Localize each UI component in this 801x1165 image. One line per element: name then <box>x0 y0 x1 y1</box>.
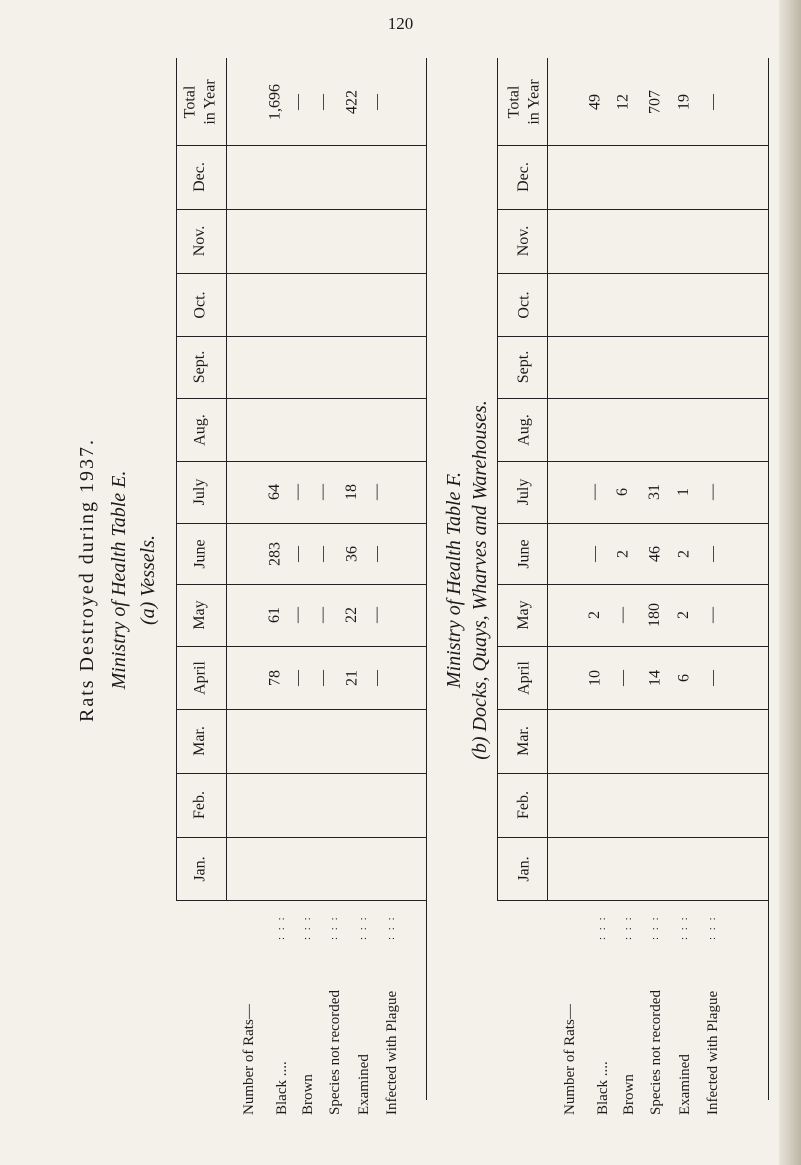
vessels-cell <box>287 712 309 770</box>
docks-header-mar: Mar. <box>515 726 532 756</box>
docks-cell: 180 <box>646 603 663 627</box>
vessels-cell: — <box>314 607 331 623</box>
docks-column-separator <box>497 523 768 524</box>
vessels-column-separator <box>176 398 426 399</box>
vessels-cell <box>264 840 286 897</box>
vessels-header-aug: Aug. <box>191 413 208 446</box>
vessels-header-sept: Sept. <box>191 350 208 384</box>
vessels-column-separator <box>176 523 426 524</box>
vessels-cell <box>341 776 363 834</box>
docks-cell: 49 <box>586 93 603 110</box>
vessels-cell <box>341 212 363 270</box>
docks-cell: — <box>614 607 631 623</box>
docks-column-separator <box>497 209 768 210</box>
vessels-cell: — <box>289 484 306 500</box>
vessels-cell <box>312 276 334 333</box>
vessels-row-label: Black .... <box>274 1061 290 1115</box>
docks-cell <box>584 840 606 897</box>
docks-cell <box>644 148 666 206</box>
vessels-cell <box>341 339 363 395</box>
vessels-cell <box>287 401 309 458</box>
vessels-cell <box>366 401 388 458</box>
vessels-cell: 1,696 <box>266 83 283 120</box>
vessels-cell: 21 <box>343 669 360 686</box>
page-number: 120 <box>387 14 414 33</box>
vessels-row-label: Species not recorded <box>327 990 343 1115</box>
docks-header-may: May <box>515 600 532 630</box>
docks-cell <box>702 212 724 270</box>
vessels-header-mar: Mar. <box>191 726 208 756</box>
section-b-title: (b) Docks, Quays, Wharves and Warehouses. <box>469 400 491 760</box>
vessels-cell: 78 <box>266 669 283 686</box>
docks-cell: 2 <box>586 611 603 619</box>
docks-header-dec: Dec. <box>515 162 532 192</box>
docks-cell <box>702 339 724 395</box>
docks-cell: 14 <box>646 669 663 686</box>
vessels-cell: 36 <box>343 545 360 562</box>
docks-cell: 6 <box>675 673 692 682</box>
docks-column-separator <box>497 336 768 337</box>
docks-column-separator <box>497 837 768 838</box>
vessels-cell <box>312 148 334 206</box>
vessels-dot-leader: : : : <box>328 915 340 940</box>
docks-cell <box>673 148 695 206</box>
vessels-cell <box>366 776 388 834</box>
docks-column-separator <box>497 461 768 462</box>
docks-cell <box>612 148 634 206</box>
docks-cell <box>584 148 606 206</box>
docks-right-border <box>768 58 769 1100</box>
docks-cell <box>673 776 695 834</box>
docks-dot-leader: : : : <box>622 915 634 940</box>
docks-cell <box>702 276 724 333</box>
docks-cell: 19 <box>675 93 692 110</box>
docks-cell <box>673 212 695 270</box>
docks-cell <box>644 276 666 333</box>
docks-header-nov: Nov. <box>515 225 532 257</box>
vessels-cell <box>264 148 286 206</box>
docks-dot-leader: : : : <box>649 915 661 940</box>
vessels-cell: — <box>289 669 306 686</box>
vessels-cell: 283 <box>266 541 283 566</box>
vessels-cell <box>366 339 388 395</box>
vessels-row-label: Number of Rats— <box>241 1004 257 1115</box>
vessels-dot-leader: : : : <box>357 915 369 940</box>
vessels-column-separator <box>176 646 426 647</box>
docks-cell <box>612 276 634 333</box>
vessels-header-june: June <box>191 538 208 569</box>
docks-cell: 1 <box>675 488 692 496</box>
docks-cell: 6 <box>614 488 631 496</box>
vessels-cell <box>341 840 363 897</box>
docks-header-total: Total <box>505 85 522 118</box>
vessels-cell: — <box>289 545 306 562</box>
docks-row-label: Infected with Plague <box>705 990 721 1115</box>
vessels-cell <box>264 776 286 834</box>
docks-cell: — <box>586 545 603 562</box>
vessels-header-nov: Nov. <box>191 225 208 257</box>
vessels-cell <box>287 339 309 395</box>
docks-header-jan: Jan. <box>515 855 532 882</box>
docks-cell <box>644 212 666 270</box>
docks-cell <box>584 401 606 458</box>
vessels-cell <box>312 776 334 834</box>
vessels-cell <box>366 276 388 333</box>
docks-cell <box>673 276 695 333</box>
docks-cell: — <box>704 545 721 562</box>
vessels-cell: 64 <box>266 484 283 500</box>
vessels-cell: — <box>368 607 385 623</box>
docks-cell <box>612 401 634 458</box>
docks-dot-leader: : : : <box>596 915 608 940</box>
vessels-cell <box>366 212 388 270</box>
vessels-cell <box>366 712 388 770</box>
vessels-column-separator <box>176 273 426 274</box>
vessels-cell <box>312 212 334 270</box>
vessels-cell: — <box>314 545 331 562</box>
docks-cell: 2 <box>675 611 692 619</box>
vessels-cell <box>366 840 388 897</box>
docks-cell <box>673 840 695 897</box>
docks-cell <box>584 776 606 834</box>
vessels-cell <box>287 776 309 834</box>
vessels-right-border <box>426 58 427 1100</box>
docks-column-separator <box>497 646 768 647</box>
vessels-header-total-year: in Year <box>201 78 218 125</box>
docks-cell: 2 <box>675 549 692 558</box>
vessels-cell <box>264 276 286 333</box>
docks-row-label: Examined <box>677 1054 693 1115</box>
vessels-column-separator <box>176 773 426 774</box>
vessels-row-label: Brown <box>300 1074 316 1115</box>
docks-header-sept: Sept. <box>515 350 532 384</box>
docks-cell: 2 <box>614 549 631 558</box>
docks-cell <box>644 712 666 770</box>
docks-cell: 31 <box>646 484 663 500</box>
vessels-cell <box>312 712 334 770</box>
docks-cell <box>702 148 724 206</box>
docks-column-separator <box>497 273 768 274</box>
vessels-column-separator <box>176 837 426 838</box>
vessels-cell <box>287 148 309 206</box>
vessels-cell <box>264 712 286 770</box>
table-f-title: Ministry of Health Table F. <box>443 471 465 689</box>
vessels-dot-leader: : : : <box>301 915 313 940</box>
docks-cell <box>584 276 606 333</box>
vessels-cell <box>341 148 363 206</box>
docks-row-label: Black .... <box>595 1061 611 1115</box>
docks-header-feb: Feb. <box>515 791 532 819</box>
vessels-column-separator <box>176 145 426 146</box>
vessels-column-separator <box>176 584 426 585</box>
vessels-header-oct: Oct. <box>191 290 208 319</box>
docks-cell <box>584 339 606 395</box>
vessels-cell <box>341 401 363 458</box>
docks-cell <box>702 401 724 458</box>
docks-header-total-year: in Year <box>525 78 542 125</box>
vessels-cell <box>312 401 334 458</box>
vessels-cell <box>287 212 309 270</box>
docks-cell <box>702 776 724 834</box>
docks-column-separator <box>497 584 768 585</box>
docks-cell <box>584 212 606 270</box>
docks-cell: 10 <box>586 669 603 686</box>
docks-header-oct: Oct. <box>515 290 532 319</box>
vessels-cell: — <box>314 669 331 686</box>
vessels-cell <box>366 148 388 206</box>
vessels-header-april: April <box>191 660 208 695</box>
vessels-cell <box>312 339 334 395</box>
vessels-cell <box>341 276 363 333</box>
vessels-cell: — <box>368 93 385 110</box>
docks-cell: 707 <box>646 89 663 114</box>
docks-row-label: Species not recorded <box>648 990 664 1115</box>
vessels-row-label: Examined <box>356 1054 372 1115</box>
docks-cell <box>612 212 634 270</box>
docks-cell <box>673 712 695 770</box>
docks-cell <box>612 339 634 395</box>
vessels-cell <box>264 212 286 270</box>
vessels-cell: — <box>314 93 331 110</box>
docks-cell <box>644 776 666 834</box>
vessels-column-separator <box>176 709 426 710</box>
vessels-header-feb: Feb. <box>191 791 208 819</box>
vessels-cell: 22 <box>343 607 360 623</box>
docks-cell <box>702 712 724 770</box>
docks-cell: — <box>704 484 721 500</box>
docks-row-label: Number of Rats— <box>562 1004 578 1115</box>
docks-column-separator <box>497 145 768 146</box>
title-main: Rats Destroyed during 1937. <box>76 438 98 722</box>
docks-cell: — <box>704 93 721 110</box>
vessels-column-separator <box>176 461 426 462</box>
vessels-cell: 422 <box>343 89 360 114</box>
docks-cell <box>644 840 666 897</box>
vessels-cell <box>312 840 334 897</box>
vessels-cell: — <box>368 669 385 686</box>
docks-row-label: Brown <box>621 1074 637 1115</box>
docks-cell: — <box>586 484 603 500</box>
docks-cell: — <box>704 607 721 623</box>
vessels-cell: 18 <box>343 484 360 500</box>
vessels-cell: — <box>368 484 385 500</box>
title-sub: Ministry of Health Table E. <box>108 470 130 690</box>
vessels-column-separator <box>176 336 426 337</box>
docks-cell <box>612 840 634 897</box>
vessels-cell <box>341 712 363 770</box>
section-a-title: (a) Vessels. <box>137 535 159 625</box>
docks-dot-leader: : : : <box>706 915 718 940</box>
vessels-cell: — <box>314 484 331 500</box>
docks-column-separator <box>497 773 768 774</box>
vessels-header-jan: Jan. <box>191 855 208 882</box>
docks-cell <box>584 712 606 770</box>
vessels-cell: — <box>289 607 306 623</box>
docks-cell <box>644 339 666 395</box>
docks-header-aug: Aug. <box>515 413 532 446</box>
docks-cell <box>612 712 634 770</box>
vessels-cell <box>287 840 309 897</box>
vessels-cell <box>264 401 286 458</box>
docks-cell <box>702 840 724 897</box>
page-edge-shadow <box>779 0 801 1165</box>
vessels-header-july: July <box>191 478 208 506</box>
vessels-header-dec: Dec. <box>191 162 208 192</box>
vessels-header-may: May <box>191 600 208 630</box>
docks-header-june: June <box>515 538 532 569</box>
docks-cell <box>644 401 666 458</box>
vessels-dot-leader: : : : <box>385 915 397 940</box>
vessels-cell <box>287 276 309 333</box>
docks-dot-leader: : : : <box>678 915 690 940</box>
docks-header-july: July <box>515 478 532 506</box>
vessels-cell: — <box>368 545 385 562</box>
docks-column-separator <box>497 398 768 399</box>
docks-cell <box>673 339 695 395</box>
vessels-dot-leader: : : : <box>275 915 287 940</box>
vessels-column-separator <box>176 209 426 210</box>
vessels-cell: 61 <box>266 607 283 623</box>
docks-header-april: April <box>515 660 532 695</box>
docks-cell: — <box>614 669 631 686</box>
docks-cell: 46 <box>646 545 663 562</box>
vessels-cell: — <box>289 93 306 110</box>
docks-cell <box>612 776 634 834</box>
docks-column-separator <box>497 709 768 710</box>
docks-cell <box>673 401 695 458</box>
vessels-cell <box>264 339 286 395</box>
docks-cell: — <box>704 669 721 686</box>
docks-cell: 12 <box>614 93 631 110</box>
vessels-row-label: Infected with Plague <box>384 990 400 1115</box>
vessels-header-total: Total <box>181 85 198 118</box>
